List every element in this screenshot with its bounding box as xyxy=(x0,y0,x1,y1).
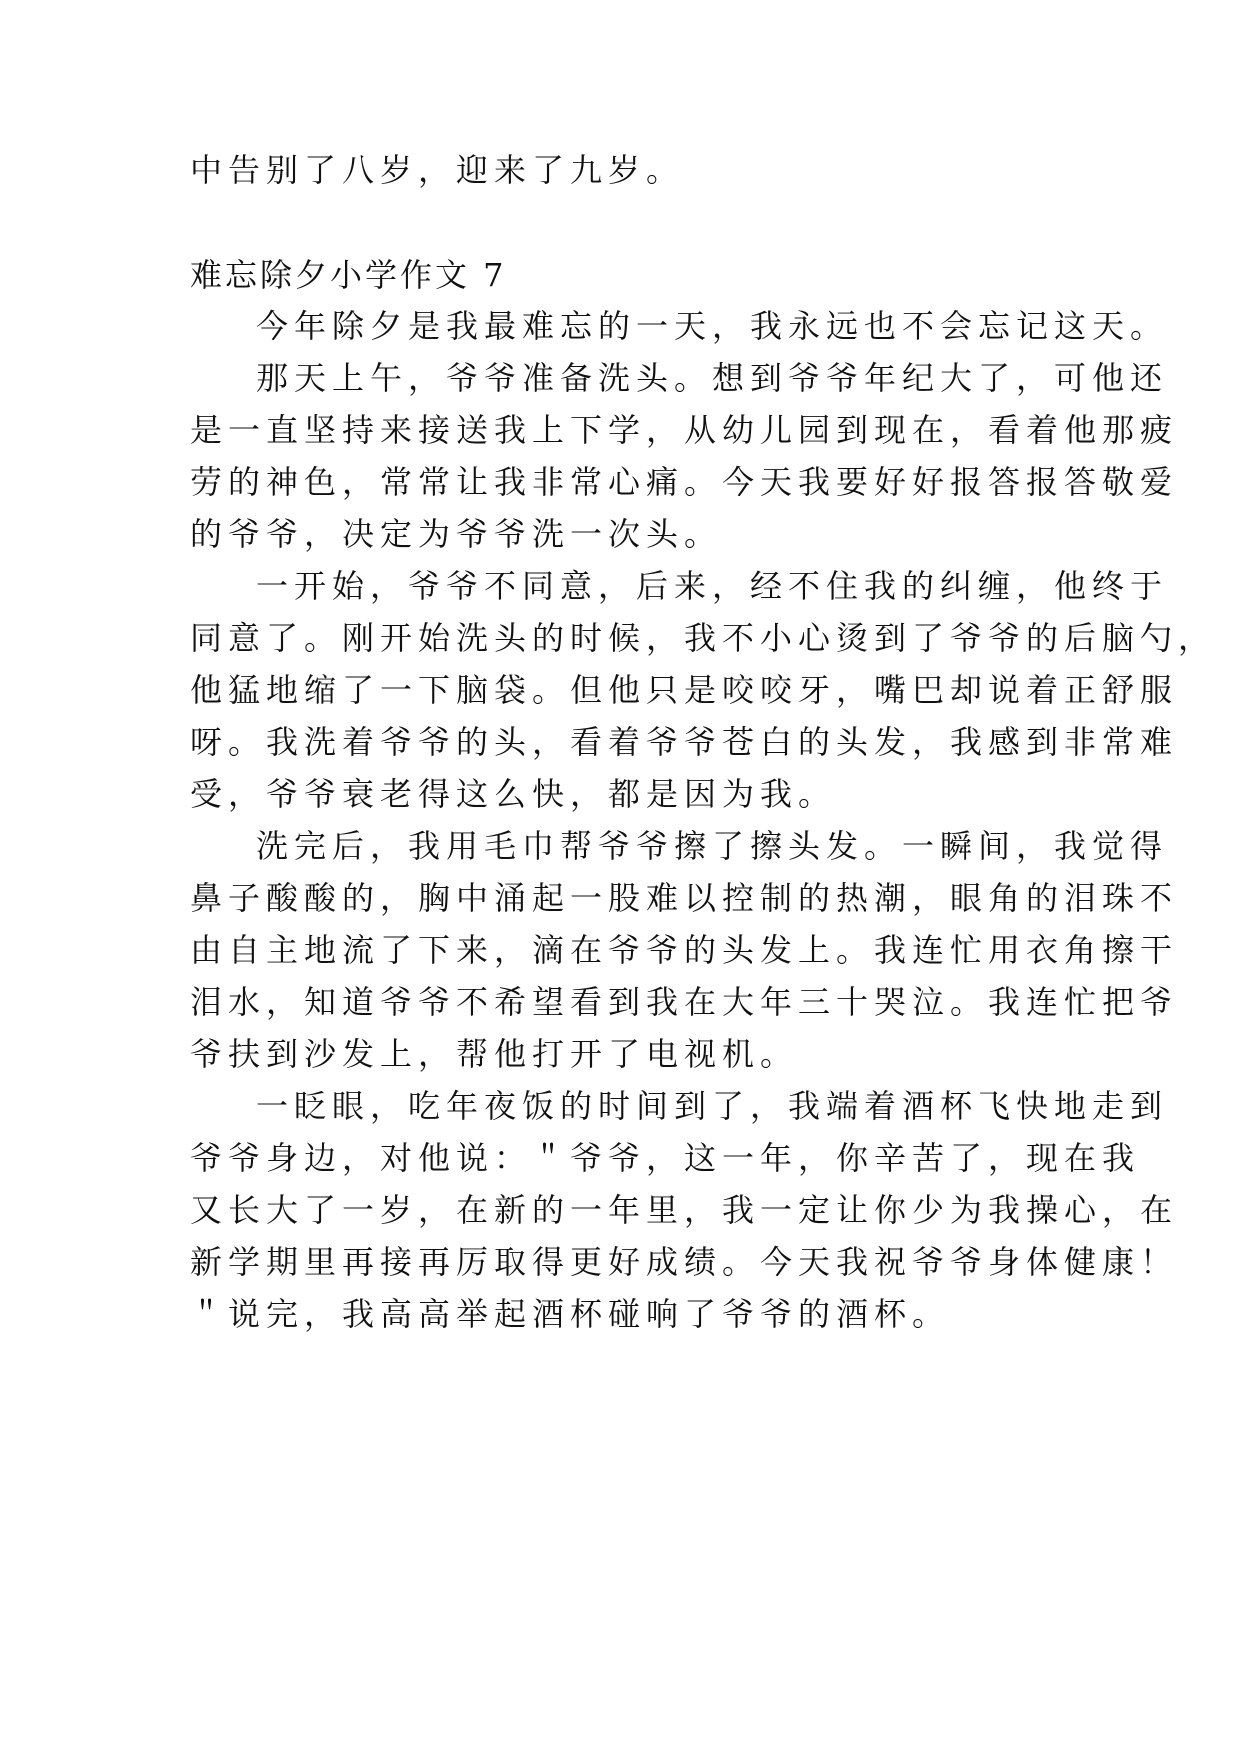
paragraph3-line5: 受，爷爷衰老得这么快，都是因为我。 xyxy=(190,775,837,813)
paragraph2-line1: 那天上午，爷爷准备洗头。想到爷爷年纪大了，可他还 xyxy=(256,359,1169,397)
paragraph5-line2: 爷爷身边，对他说：＂爷爷，这一年，你辛苦了，现在我 xyxy=(190,1139,1141,1177)
paragraph3-line2: 同意了。刚开始洗头的时候，我不小心烫到了爷爷的后脑勺， xyxy=(190,619,1217,657)
paragraph4-line2: 鼻子酸酸的，胸中涌起一股难以控制的热潮，眼角的泪珠不 xyxy=(190,879,1179,917)
paragraph5-line1: 一眨眼，吃年夜饭的时间到了，我端着酒杯飞快地走到 xyxy=(256,1087,1169,1125)
paragraph1-line1: 今年除夕是我最难忘的一天，我永远也不会忘记这天。 xyxy=(256,307,1169,345)
paragraph3-line4: 呀。我洗着爷爷的头，看着爷爷苍白的头发，我感到非常难 xyxy=(190,723,1179,761)
section-title: 难忘除夕小学作文 7 xyxy=(190,256,507,294)
paragraph5-line3: 又长大了一岁，在新的一年里，我一定让你少为我操心，在 xyxy=(190,1191,1179,1229)
paragraph4-line4: 泪水，知道爷爷不希望看到我在大年三十哭泣。我连忙把爷 xyxy=(190,983,1179,1021)
paragraph2-line4: 的爷爷，决定为爷爷洗一次头。 xyxy=(190,515,723,553)
paragraph2-line2: 是一直坚持来接送我上下学，从幼儿园到现在，看着他那疲 xyxy=(190,411,1179,449)
paragraph4-line1: 洗完后，我用毛巾帮爷爷擦了擦头发。一瞬间，我觉得 xyxy=(256,827,1169,865)
paragraph4-line5: 爷扶到沙发上，帮他打开了电视机。 xyxy=(190,1035,799,1073)
paragraph3-line3: 他猛地缩了一下脑袋。但他只是咬咬牙，嘴巴却说着正舒服 xyxy=(190,671,1179,709)
paragraph5-line5: ＂说完，我高高举起酒杯碰响了爷爷的酒杯。 xyxy=(190,1295,951,1333)
paragraph2-line3: 劳的神色，常常让我非常心痛。今天我要好好报答报答敬爱 xyxy=(190,463,1179,501)
intro-line: 中告别了八岁，迎来了九岁。 xyxy=(190,151,685,189)
paragraph3-line1: 一开始，爷爷不同意，后来，经不住我的纠缠，他终于 xyxy=(256,567,1169,605)
paragraph4-line3: 由自主地流了下来，滴在爷爷的头发上。我连忙用衣角擦干 xyxy=(190,931,1179,969)
paragraph5-line4: 新学期里再接再厉取得更好成绩。今天我祝爷爷身体健康！ xyxy=(190,1243,1179,1281)
